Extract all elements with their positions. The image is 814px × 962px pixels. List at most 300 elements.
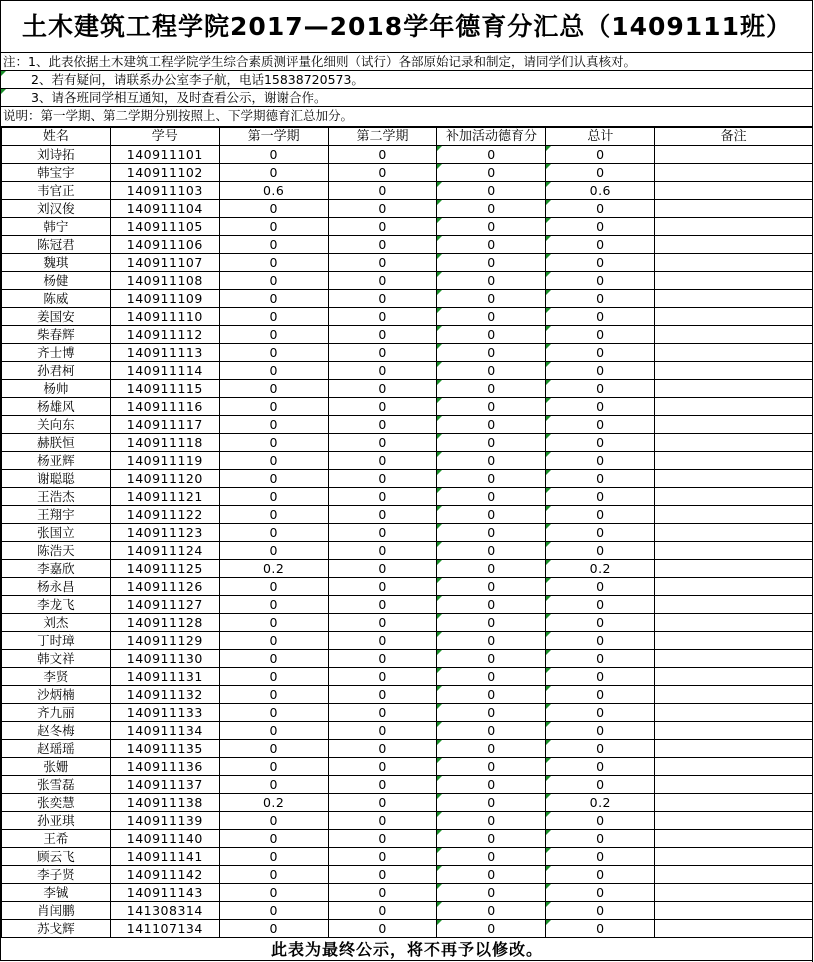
cell-total[interactable]	[546, 632, 655, 650]
cell-term-1[interactable]	[219, 200, 328, 218]
cell-total[interactable]	[546, 200, 655, 218]
cell-name[interactable]	[2, 848, 111, 866]
cell-student-id[interactable]	[110, 848, 219, 866]
cell-total[interactable]	[546, 902, 655, 920]
cell-extra-activity[interactable]	[437, 650, 546, 668]
cell-extra-activity[interactable]	[437, 758, 546, 776]
cell-term-1[interactable]	[219, 488, 328, 506]
cell-extra-activity[interactable]	[437, 272, 546, 290]
cell-extra-activity[interactable]	[437, 452, 546, 470]
cell-remarks[interactable]	[655, 884, 813, 902]
cell-name[interactable]	[2, 884, 111, 902]
cell-remarks[interactable]	[655, 344, 813, 362]
cell-name[interactable]	[2, 812, 111, 830]
cell-term-2[interactable]	[328, 344, 437, 362]
cell-remarks[interactable]	[655, 236, 813, 254]
cell-remarks[interactable]	[655, 182, 813, 200]
cell-total[interactable]	[546, 470, 655, 488]
cell-name[interactable]	[2, 902, 111, 920]
cell-term-1[interactable]	[219, 830, 328, 848]
cell-student-id[interactable]	[110, 920, 219, 938]
cell-name[interactable]	[2, 362, 111, 380]
cell-name[interactable]	[2, 758, 111, 776]
cell-term-1[interactable]	[219, 866, 328, 884]
cell-name[interactable]	[2, 272, 111, 290]
cell-total[interactable]	[546, 344, 655, 362]
cell-term-1[interactable]	[219, 686, 328, 704]
cell-term-2[interactable]	[328, 308, 437, 326]
cell-remarks[interactable]	[655, 326, 813, 344]
cell-term-1[interactable]	[219, 578, 328, 596]
cell-term-2[interactable]	[328, 686, 437, 704]
cell-term-1[interactable]	[219, 416, 328, 434]
cell-student-id[interactable]	[110, 488, 219, 506]
cell-remarks[interactable]	[655, 218, 813, 236]
cell-remarks[interactable]	[655, 272, 813, 290]
cell-name[interactable]	[2, 470, 111, 488]
cell-remarks[interactable]	[655, 416, 813, 434]
cell-remarks[interactable]	[655, 308, 813, 326]
cell-remarks[interactable]	[655, 758, 813, 776]
cell-remarks[interactable]	[655, 290, 813, 308]
cell-total[interactable]	[546, 830, 655, 848]
cell-student-id[interactable]	[110, 470, 219, 488]
cell-total[interactable]	[546, 650, 655, 668]
cell-total[interactable]	[546, 578, 655, 596]
cell-term-1[interactable]	[219, 560, 328, 578]
cell-term-2[interactable]	[328, 560, 437, 578]
cell-student-id[interactable]	[110, 326, 219, 344]
cell-term-2[interactable]	[328, 182, 437, 200]
cell-term-1[interactable]	[219, 758, 328, 776]
cell-student-id[interactable]	[110, 272, 219, 290]
cell-total[interactable]	[546, 308, 655, 326]
cell-extra-activity[interactable]	[437, 884, 546, 902]
cell-extra-activity[interactable]	[437, 866, 546, 884]
cell-student-id[interactable]	[110, 542, 219, 560]
cell-name[interactable]	[2, 200, 111, 218]
cell-remarks[interactable]	[655, 668, 813, 686]
cell-extra-activity[interactable]	[437, 344, 546, 362]
cell-total[interactable]	[546, 776, 655, 794]
cell-extra-activity[interactable]	[437, 794, 546, 812]
cell-total[interactable]	[546, 740, 655, 758]
cell-student-id[interactable]	[110, 182, 219, 200]
cell-total[interactable]	[546, 524, 655, 542]
cell-remarks[interactable]	[655, 146, 813, 164]
cell-remarks[interactable]	[655, 542, 813, 560]
cell-term-1[interactable]	[219, 920, 328, 938]
cell-term-2[interactable]	[328, 614, 437, 632]
cell-total[interactable]	[546, 182, 655, 200]
cell-total[interactable]	[546, 722, 655, 740]
cell-term-1[interactable]	[219, 434, 328, 452]
cell-total[interactable]	[546, 362, 655, 380]
cell-term-2[interactable]	[328, 848, 437, 866]
cell-term-2[interactable]	[328, 398, 437, 416]
cell-name[interactable]	[2, 344, 111, 362]
cell-name[interactable]	[2, 740, 111, 758]
cell-student-id[interactable]	[110, 218, 219, 236]
cell-student-id[interactable]	[110, 704, 219, 722]
cell-extra-activity[interactable]	[437, 776, 546, 794]
cell-extra-activity[interactable]	[437, 236, 546, 254]
cell-total[interactable]	[546, 218, 655, 236]
cell-total[interactable]	[546, 434, 655, 452]
cell-term-2[interactable]	[328, 902, 437, 920]
cell-total[interactable]	[546, 758, 655, 776]
cell-name[interactable]	[2, 524, 111, 542]
cell-student-id[interactable]	[110, 758, 219, 776]
cell-term-2[interactable]	[328, 794, 437, 812]
cell-term-1[interactable]	[219, 308, 328, 326]
cell-extra-activity[interactable]	[437, 920, 546, 938]
cell-remarks[interactable]	[655, 740, 813, 758]
cell-name[interactable]	[2, 326, 111, 344]
cell-student-id[interactable]	[110, 776, 219, 794]
cell-student-id[interactable]	[110, 722, 219, 740]
cell-term-1[interactable]	[219, 542, 328, 560]
cell-term-2[interactable]	[328, 434, 437, 452]
cell-total[interactable]	[546, 164, 655, 182]
cell-term-2[interactable]	[328, 380, 437, 398]
cell-term-2[interactable]	[328, 164, 437, 182]
cell-student-id[interactable]	[110, 254, 219, 272]
cell-student-id[interactable]	[110, 686, 219, 704]
cell-name[interactable]	[2, 686, 111, 704]
cell-name[interactable]	[2, 398, 111, 416]
cell-total[interactable]	[546, 272, 655, 290]
cell-term-2[interactable]	[328, 326, 437, 344]
cell-extra-activity[interactable]	[437, 200, 546, 218]
cell-total[interactable]	[546, 290, 655, 308]
cell-term-1[interactable]	[219, 776, 328, 794]
cell-extra-activity[interactable]	[437, 812, 546, 830]
cell-student-id[interactable]	[110, 740, 219, 758]
cell-remarks[interactable]	[655, 812, 813, 830]
cell-name[interactable]	[2, 182, 111, 200]
cell-term-2[interactable]	[328, 452, 437, 470]
cell-remarks[interactable]	[655, 200, 813, 218]
cell-term-2[interactable]	[328, 650, 437, 668]
cell-extra-activity[interactable]	[437, 632, 546, 650]
cell-extra-activity[interactable]	[437, 488, 546, 506]
cell-name[interactable]	[2, 146, 111, 164]
cell-total[interactable]	[546, 452, 655, 470]
cell-name[interactable]	[2, 488, 111, 506]
cell-remarks[interactable]	[655, 830, 813, 848]
cell-total[interactable]	[546, 848, 655, 866]
cell-remarks[interactable]	[655, 650, 813, 668]
cell-term-2[interactable]	[328, 506, 437, 524]
cell-name[interactable]	[2, 542, 111, 560]
cell-extra-activity[interactable]	[437, 704, 546, 722]
cell-remarks[interactable]	[655, 164, 813, 182]
cell-extra-activity[interactable]	[437, 362, 546, 380]
cell-name[interactable]	[2, 434, 111, 452]
cell-term-2[interactable]	[328, 272, 437, 290]
cell-extra-activity[interactable]	[437, 524, 546, 542]
cell-extra-activity[interactable]	[437, 740, 546, 758]
cell-student-id[interactable]	[110, 524, 219, 542]
cell-student-id[interactable]	[110, 830, 219, 848]
cell-term-1[interactable]	[219, 722, 328, 740]
cell-total[interactable]	[546, 704, 655, 722]
cell-total[interactable]	[546, 488, 655, 506]
cell-remarks[interactable]	[655, 776, 813, 794]
cell-student-id[interactable]	[110, 902, 219, 920]
cell-term-1[interactable]	[219, 344, 328, 362]
cell-extra-activity[interactable]	[437, 254, 546, 272]
cell-term-2[interactable]	[328, 866, 437, 884]
cell-name[interactable]	[2, 794, 111, 812]
cell-student-id[interactable]	[110, 362, 219, 380]
cell-remarks[interactable]	[655, 506, 813, 524]
cell-extra-activity[interactable]	[437, 614, 546, 632]
cell-student-id[interactable]	[110, 596, 219, 614]
cell-term-1[interactable]	[219, 614, 328, 632]
cell-total[interactable]	[546, 560, 655, 578]
cell-term-1[interactable]	[219, 326, 328, 344]
cell-student-id[interactable]	[110, 308, 219, 326]
cell-term-2[interactable]	[328, 218, 437, 236]
cell-name[interactable]	[2, 218, 111, 236]
cell-term-1[interactable]	[219, 650, 328, 668]
cell-total[interactable]	[546, 884, 655, 902]
cell-term-2[interactable]	[328, 578, 437, 596]
cell-student-id[interactable]	[110, 344, 219, 362]
cell-extra-activity[interactable]	[437, 308, 546, 326]
cell-extra-activity[interactable]	[437, 398, 546, 416]
cell-term-2[interactable]	[328, 362, 437, 380]
cell-remarks[interactable]	[655, 848, 813, 866]
cell-name[interactable]	[2, 668, 111, 686]
cell-total[interactable]	[546, 542, 655, 560]
cell-term-2[interactable]	[328, 704, 437, 722]
cell-extra-activity[interactable]	[437, 578, 546, 596]
cell-remarks[interactable]	[655, 254, 813, 272]
cell-total[interactable]	[546, 326, 655, 344]
cell-student-id[interactable]	[110, 884, 219, 902]
cell-total[interactable]	[546, 146, 655, 164]
cell-remarks[interactable]	[655, 902, 813, 920]
cell-extra-activity[interactable]	[437, 596, 546, 614]
cell-student-id[interactable]	[110, 398, 219, 416]
cell-remarks[interactable]	[655, 722, 813, 740]
cell-remarks[interactable]	[655, 596, 813, 614]
cell-extra-activity[interactable]	[437, 146, 546, 164]
cell-term-1[interactable]	[219, 794, 328, 812]
cell-student-id[interactable]	[110, 164, 219, 182]
cell-name[interactable]	[2, 236, 111, 254]
cell-term-2[interactable]	[328, 830, 437, 848]
cell-term-1[interactable]	[219, 470, 328, 488]
cell-extra-activity[interactable]	[437, 182, 546, 200]
cell-remarks[interactable]	[655, 560, 813, 578]
cell-name[interactable]	[2, 722, 111, 740]
cell-term-1[interactable]	[219, 596, 328, 614]
cell-remarks[interactable]	[655, 614, 813, 632]
cell-term-2[interactable]	[328, 596, 437, 614]
cell-term-2[interactable]	[328, 740, 437, 758]
cell-extra-activity[interactable]	[437, 560, 546, 578]
cell-term-1[interactable]	[219, 812, 328, 830]
cell-term-2[interactable]	[328, 776, 437, 794]
cell-name[interactable]	[2, 308, 111, 326]
cell-student-id[interactable]	[110, 812, 219, 830]
cell-remarks[interactable]	[655, 866, 813, 884]
cell-extra-activity[interactable]	[437, 470, 546, 488]
cell-student-id[interactable]	[110, 146, 219, 164]
cell-total[interactable]	[546, 668, 655, 686]
cell-remarks[interactable]	[655, 452, 813, 470]
cell-student-id[interactable]	[110, 380, 219, 398]
cell-name[interactable]	[2, 506, 111, 524]
cell-term-1[interactable]	[219, 146, 328, 164]
cell-term-1[interactable]	[219, 452, 328, 470]
cell-extra-activity[interactable]	[437, 542, 546, 560]
cell-term-2[interactable]	[328, 632, 437, 650]
cell-term-2[interactable]	[328, 668, 437, 686]
cell-extra-activity[interactable]	[437, 668, 546, 686]
cell-remarks[interactable]	[655, 470, 813, 488]
cell-total[interactable]	[546, 236, 655, 254]
cell-term-1[interactable]	[219, 398, 328, 416]
cell-student-id[interactable]	[110, 632, 219, 650]
cell-term-1[interactable]	[219, 902, 328, 920]
cell-extra-activity[interactable]	[437, 848, 546, 866]
cell-name[interactable]	[2, 290, 111, 308]
cell-term-2[interactable]	[328, 254, 437, 272]
cell-student-id[interactable]	[110, 434, 219, 452]
cell-name[interactable]	[2, 164, 111, 182]
cell-term-2[interactable]	[328, 722, 437, 740]
cell-extra-activity[interactable]	[437, 218, 546, 236]
cell-term-2[interactable]	[328, 884, 437, 902]
cell-extra-activity[interactable]	[437, 326, 546, 344]
cell-term-2[interactable]	[328, 488, 437, 506]
cell-term-1[interactable]	[219, 164, 328, 182]
cell-term-1[interactable]	[219, 668, 328, 686]
cell-total[interactable]	[546, 398, 655, 416]
cell-total[interactable]	[546, 920, 655, 938]
cell-student-id[interactable]	[110, 416, 219, 434]
cell-name[interactable]	[2, 776, 111, 794]
cell-student-id[interactable]	[110, 200, 219, 218]
cell-student-id[interactable]	[110, 290, 219, 308]
cell-extra-activity[interactable]	[437, 830, 546, 848]
cell-term-2[interactable]	[328, 416, 437, 434]
cell-total[interactable]	[546, 254, 655, 272]
cell-extra-activity[interactable]	[437, 506, 546, 524]
cell-name[interactable]	[2, 416, 111, 434]
cell-term-1[interactable]	[219, 236, 328, 254]
cell-remarks[interactable]	[655, 524, 813, 542]
cell-student-id[interactable]	[110, 236, 219, 254]
cell-term-1[interactable]	[219, 524, 328, 542]
cell-term-1[interactable]	[219, 362, 328, 380]
cell-total[interactable]	[546, 380, 655, 398]
cell-term-1[interactable]	[219, 740, 328, 758]
cell-name[interactable]	[2, 650, 111, 668]
cell-name[interactable]	[2, 596, 111, 614]
cell-student-id[interactable]	[110, 668, 219, 686]
cell-term-2[interactable]	[328, 542, 437, 560]
cell-name[interactable]	[2, 830, 111, 848]
cell-remarks[interactable]	[655, 488, 813, 506]
cell-total[interactable]	[546, 614, 655, 632]
cell-term-1[interactable]	[219, 254, 328, 272]
cell-term-2[interactable]	[328, 920, 437, 938]
cell-total[interactable]	[546, 812, 655, 830]
cell-term-1[interactable]	[219, 848, 328, 866]
cell-remarks[interactable]	[655, 686, 813, 704]
cell-name[interactable]	[2, 920, 111, 938]
cell-term-1[interactable]	[219, 632, 328, 650]
cell-remarks[interactable]	[655, 704, 813, 722]
cell-student-id[interactable]	[110, 794, 219, 812]
cell-term-2[interactable]	[328, 236, 437, 254]
cell-name[interactable]	[2, 632, 111, 650]
cell-remarks[interactable]	[655, 578, 813, 596]
cell-remarks[interactable]	[655, 434, 813, 452]
cell-remarks[interactable]	[655, 362, 813, 380]
cell-name[interactable]	[2, 380, 111, 398]
cell-extra-activity[interactable]	[437, 290, 546, 308]
cell-name[interactable]	[2, 452, 111, 470]
cell-student-id[interactable]	[110, 578, 219, 596]
cell-extra-activity[interactable]	[437, 902, 546, 920]
cell-term-1[interactable]	[219, 380, 328, 398]
cell-total[interactable]	[546, 596, 655, 614]
cell-student-id[interactable]	[110, 650, 219, 668]
cell-name[interactable]	[2, 704, 111, 722]
cell-term-2[interactable]	[328, 146, 437, 164]
cell-extra-activity[interactable]	[437, 416, 546, 434]
cell-name[interactable]	[2, 560, 111, 578]
cell-student-id[interactable]	[110, 506, 219, 524]
cell-extra-activity[interactable]	[437, 380, 546, 398]
cell-name[interactable]	[2, 254, 111, 272]
cell-term-1[interactable]	[219, 506, 328, 524]
cell-name[interactable]	[2, 866, 111, 884]
cell-remarks[interactable]	[655, 632, 813, 650]
cell-total[interactable]	[546, 686, 655, 704]
cell-remarks[interactable]	[655, 794, 813, 812]
cell-term-2[interactable]	[328, 524, 437, 542]
cell-term-1[interactable]	[219, 704, 328, 722]
cell-term-1[interactable]	[219, 272, 328, 290]
cell-term-1[interactable]	[219, 290, 328, 308]
cell-student-id[interactable]	[110, 614, 219, 632]
cell-name[interactable]	[2, 578, 111, 596]
cell-student-id[interactable]	[110, 452, 219, 470]
cell-term-1[interactable]	[219, 218, 328, 236]
cell-term-2[interactable]	[328, 470, 437, 488]
cell-student-id[interactable]	[110, 560, 219, 578]
cell-term-2[interactable]	[328, 290, 437, 308]
cell-student-id[interactable]	[110, 866, 219, 884]
cell-term-1[interactable]	[219, 884, 328, 902]
cell-extra-activity[interactable]	[437, 686, 546, 704]
cell-term-2[interactable]	[328, 812, 437, 830]
cell-total[interactable]	[546, 506, 655, 524]
cell-term-1[interactable]	[219, 182, 328, 200]
cell-term-2[interactable]	[328, 758, 437, 776]
cell-remarks[interactable]	[655, 398, 813, 416]
cell-extra-activity[interactable]	[437, 722, 546, 740]
cell-term-2[interactable]	[328, 200, 437, 218]
